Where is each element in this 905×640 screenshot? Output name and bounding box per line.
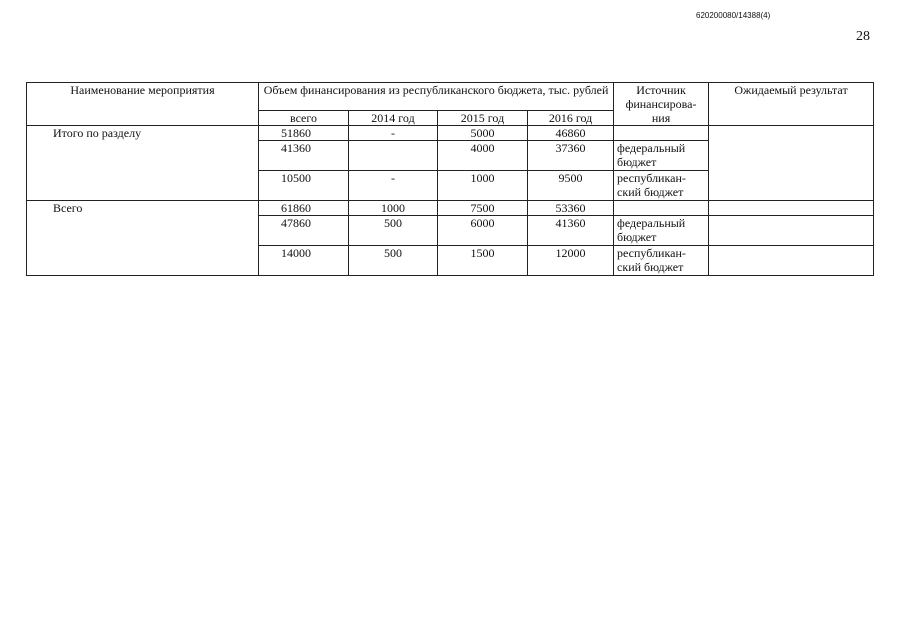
cell-2016: 37360 [528,141,614,171]
document-code: 620200080/14388(4) [696,11,771,20]
cell-2016: 12000 [528,246,614,276]
cell-2015: 5000 [438,126,528,141]
cell-source [614,201,709,216]
cell-2015: 1500 [438,246,528,276]
header-result: Ожидаемый результат [709,83,874,126]
cell-total: 10500 [259,171,349,201]
cell-2015: 7500 [438,201,528,216]
header-2016: 2016 год [528,111,614,126]
group-name: Итого по разделу [27,126,259,201]
financing-table [26,82,874,276]
cell-source: федеральный бюджет [614,141,709,171]
cell-2016: 53360 [528,201,614,216]
cell-source: республикан-ский бюджет [614,171,709,201]
header-source: Источник финансирова-ния [614,83,709,126]
header-name: Наименование мероприятия [27,83,259,126]
cell-total: 47860 [259,216,349,246]
cell-total: 61860 [259,201,349,216]
cell-total: 41360 [259,141,349,171]
table-row [27,201,874,216]
cell-2016: 9500 [528,171,614,201]
table-row [27,126,874,141]
cell-result [709,246,874,276]
cell-2014: - [349,171,438,201]
cell-2015: 4000 [438,141,528,171]
cell-source: федеральный бюджет [614,216,709,246]
cell-result [709,126,874,141]
cell-2015: 6000 [438,216,528,246]
header-volume: Объем финансирования из республиканского бюджета, тыс. рублей [259,83,614,111]
cell-2014: 500 [349,246,438,276]
cell-2014: - [349,126,438,141]
cell-source: республикан-ский бюджет [614,246,709,276]
page-number: 28 [856,29,870,44]
cell-2016: 41360 [528,216,614,246]
header-2015: 2015 год [438,111,528,126]
cell-2015: 1000 [438,171,528,201]
group-name: Всего [27,201,259,276]
cell-result [709,171,874,201]
cell-result [709,141,874,171]
header-2014: 2014 год [349,111,438,126]
cell-total: 51860 [259,126,349,141]
cell-total: 14000 [259,246,349,276]
header-total: всего [259,111,349,126]
cell-source [614,126,709,141]
cell-2014: 1000 [349,201,438,216]
cell-result [709,201,874,216]
cell-result [709,216,874,246]
cell-2014: 500 [349,216,438,246]
cell-2014 [349,141,438,171]
cell-2016: 46860 [528,126,614,141]
